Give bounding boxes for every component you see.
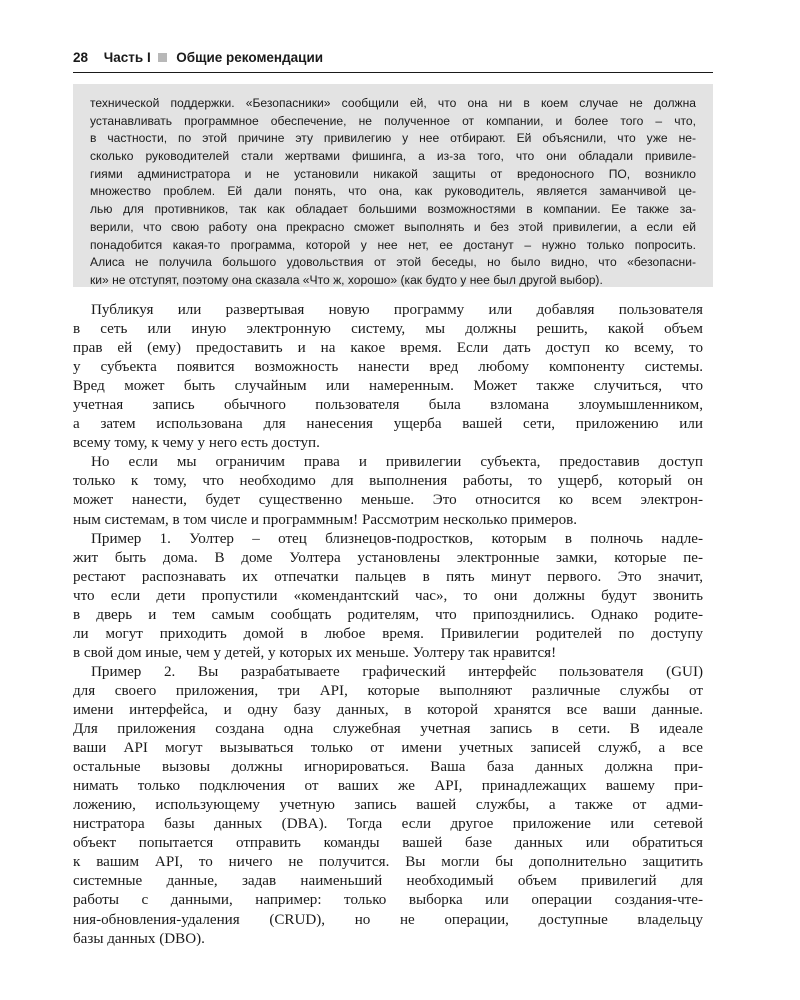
sidebar-line: Алиса не получила большого удовольствия от этой беседы, но было видно, что «безопасни- <box>90 255 696 270</box>
paragraph-line: в дверь и тем самым сообщать родителям, что припозднились. Однако родите- <box>73 606 703 623</box>
paragraph-line: может нанести, будет существенно меньше. Это относится ко всем электрон- <box>73 492 703 509</box>
paragraph-line: Пример 2. Вы разрабатываете графический интерфейс пользователя (GUI) <box>91 663 703 680</box>
paragraph-line: Публикуя или развертывая новую программу или добавляя пользователя <box>91 302 703 318</box>
paragraph-line: нистратора базы данных (DBA). Тогда если другое приложение или сетевой <box>73 816 703 833</box>
paragraph-line: ли могут приходить домой в любое время. Привилегии родителей по доступу <box>73 625 703 642</box>
paragraph-line: работы с данными, например: только выборка или операции создания-чте- <box>73 892 703 909</box>
paragraph-line: Но если мы ограничим права и привилегии субъекта, предоставив доступ <box>91 454 703 471</box>
paragraph-line: объект попытается отправить команды вашей базе данных или обратиться <box>73 835 703 852</box>
part-label: Часть I <box>103 50 151 65</box>
chapter-title: Общие рекомендации <box>176 50 324 65</box>
paragraph-line: Вред может быть случайным или намеренным. Может также случиться, что <box>73 378 703 395</box>
sidebar-line: гиями администратора и не установили никакой защиты от вредоносного ПО, возникло <box>90 166 696 181</box>
square-separator-icon <box>158 53 167 62</box>
paragraph-line: жит быть дома. В доме Уолтера установлены электронные замки, которые пе- <box>73 549 703 566</box>
paragraph-line: а затем использована для нанесения ущерба вашей сети, приложению или <box>73 416 703 433</box>
paragraph-line: имени интерфейса, и одну базу данных, в которой хранятся все ваши данные. <box>73 701 703 718</box>
paragraph-line: Для приложения создана одна служебная учетная запись в сети. В идеале <box>73 721 703 738</box>
body-text <box>73 301 703 949</box>
running-head <box>73 48 713 68</box>
paragraph-line: Пример 1. Уолтер – отец близнецов-подростков, которым в полночь надле- <box>91 530 703 547</box>
sidebar-box <box>73 84 713 287</box>
paragraph-line: для своего приложения, три API, которые выполняют различные службы от <box>73 682 703 699</box>
sidebar-line: понадобится какая-то программа, которой у нее нет, ее достанут – нужно только попросить. <box>90 237 696 252</box>
paragraph-line: системные данные, задав наименьший необходимый объем привилегий для <box>73 873 703 890</box>
sidebar-line: множество проблем. Ей дали понять, что она, как руководитель, является заманчивой це- <box>90 184 696 199</box>
paragraph-line: всему тому, к чему у него есть доступ. <box>73 435 320 452</box>
sidebar-line: верили, что свою работу она прекрасно сможет выполнять и без этой привилегии, а если ей <box>90 219 696 234</box>
paragraph-line: в свой дом иные, чем у детей, у которых их меньше. Уолтеру так нравится! <box>73 644 557 661</box>
paragraph-line: ваши API могут вызываться только от имени учетных записей служб, а все <box>73 740 703 757</box>
sidebar-line: ки» не отступят, поэтому она сказала «Что ж, хорошо» (как будто у нее был другой выбор). <box>90 272 603 287</box>
paragraph-line: что если дети пропустили «комендантский час», то они должны будут звонить <box>73 587 703 604</box>
paragraph-line: рестают распознавать их отпечатки пальцев в пять минут первого. Это значит, <box>73 568 703 585</box>
page-number: 28 <box>73 50 89 65</box>
paragraph-line: базы данных (DBO). <box>73 930 205 947</box>
sidebar-line: технической поддержки. «Безопасники» сообщили ей, что она ни в коем случае не должна <box>90 96 696 110</box>
paragraph-line: остальные вызовы должны игнорироваться. Ваша база данных должна при- <box>73 759 703 776</box>
paragraph-line: только к тому, что необходимо для выполнения работы, то ущерб, который он <box>73 473 703 490</box>
header-rule <box>73 72 713 73</box>
sidebar-line: в частности, по этой причине эту привилегию у нее отбирают. Ей объяснили, что уже не- <box>90 131 696 146</box>
paragraph-line: ния-обновления-удаления (CRUD), но не операции, доступные владельцу <box>73 911 703 928</box>
paragraph-line: ложению, использующему учетную запись вашей службы, а также от адми- <box>73 797 703 814</box>
paragraph-line: ным системам, в том числе и программным! Рассмотрим несколько примеров. <box>73 511 578 528</box>
paragraph-line: учетная запись обычного пользователя была взломана злоумышленником, <box>73 397 703 414</box>
paragraph-line: к вашим API, то ничего не получится. Вы могли бы дополнительно защитить <box>73 854 703 871</box>
sidebar-line: сколько руководителей стали жертвами фишинга, а из-за того, что они обладали привиле- <box>90 149 696 164</box>
paragraph-line: в сеть или иную электронную систему, мы должны решить, какой объем <box>73 321 703 338</box>
sidebar-line: устанавливать программное обеспечение, не полученное от компании, и более того – что, <box>90 113 696 128</box>
paragraph-line: нимать только подключения от ваших же API, принадлежащих вашему при- <box>73 778 703 795</box>
paragraph-line: у субъекта появится возможность нанести вред любому компоненту системы. <box>73 359 703 376</box>
paragraph-line: прав ей (ему) предоставить и на какое время. Если дать доступ ко всему, то <box>73 340 703 357</box>
sidebar-line: лью для противников, так как обладает большими возможностями в компании. Ее также за- <box>90 202 696 217</box>
